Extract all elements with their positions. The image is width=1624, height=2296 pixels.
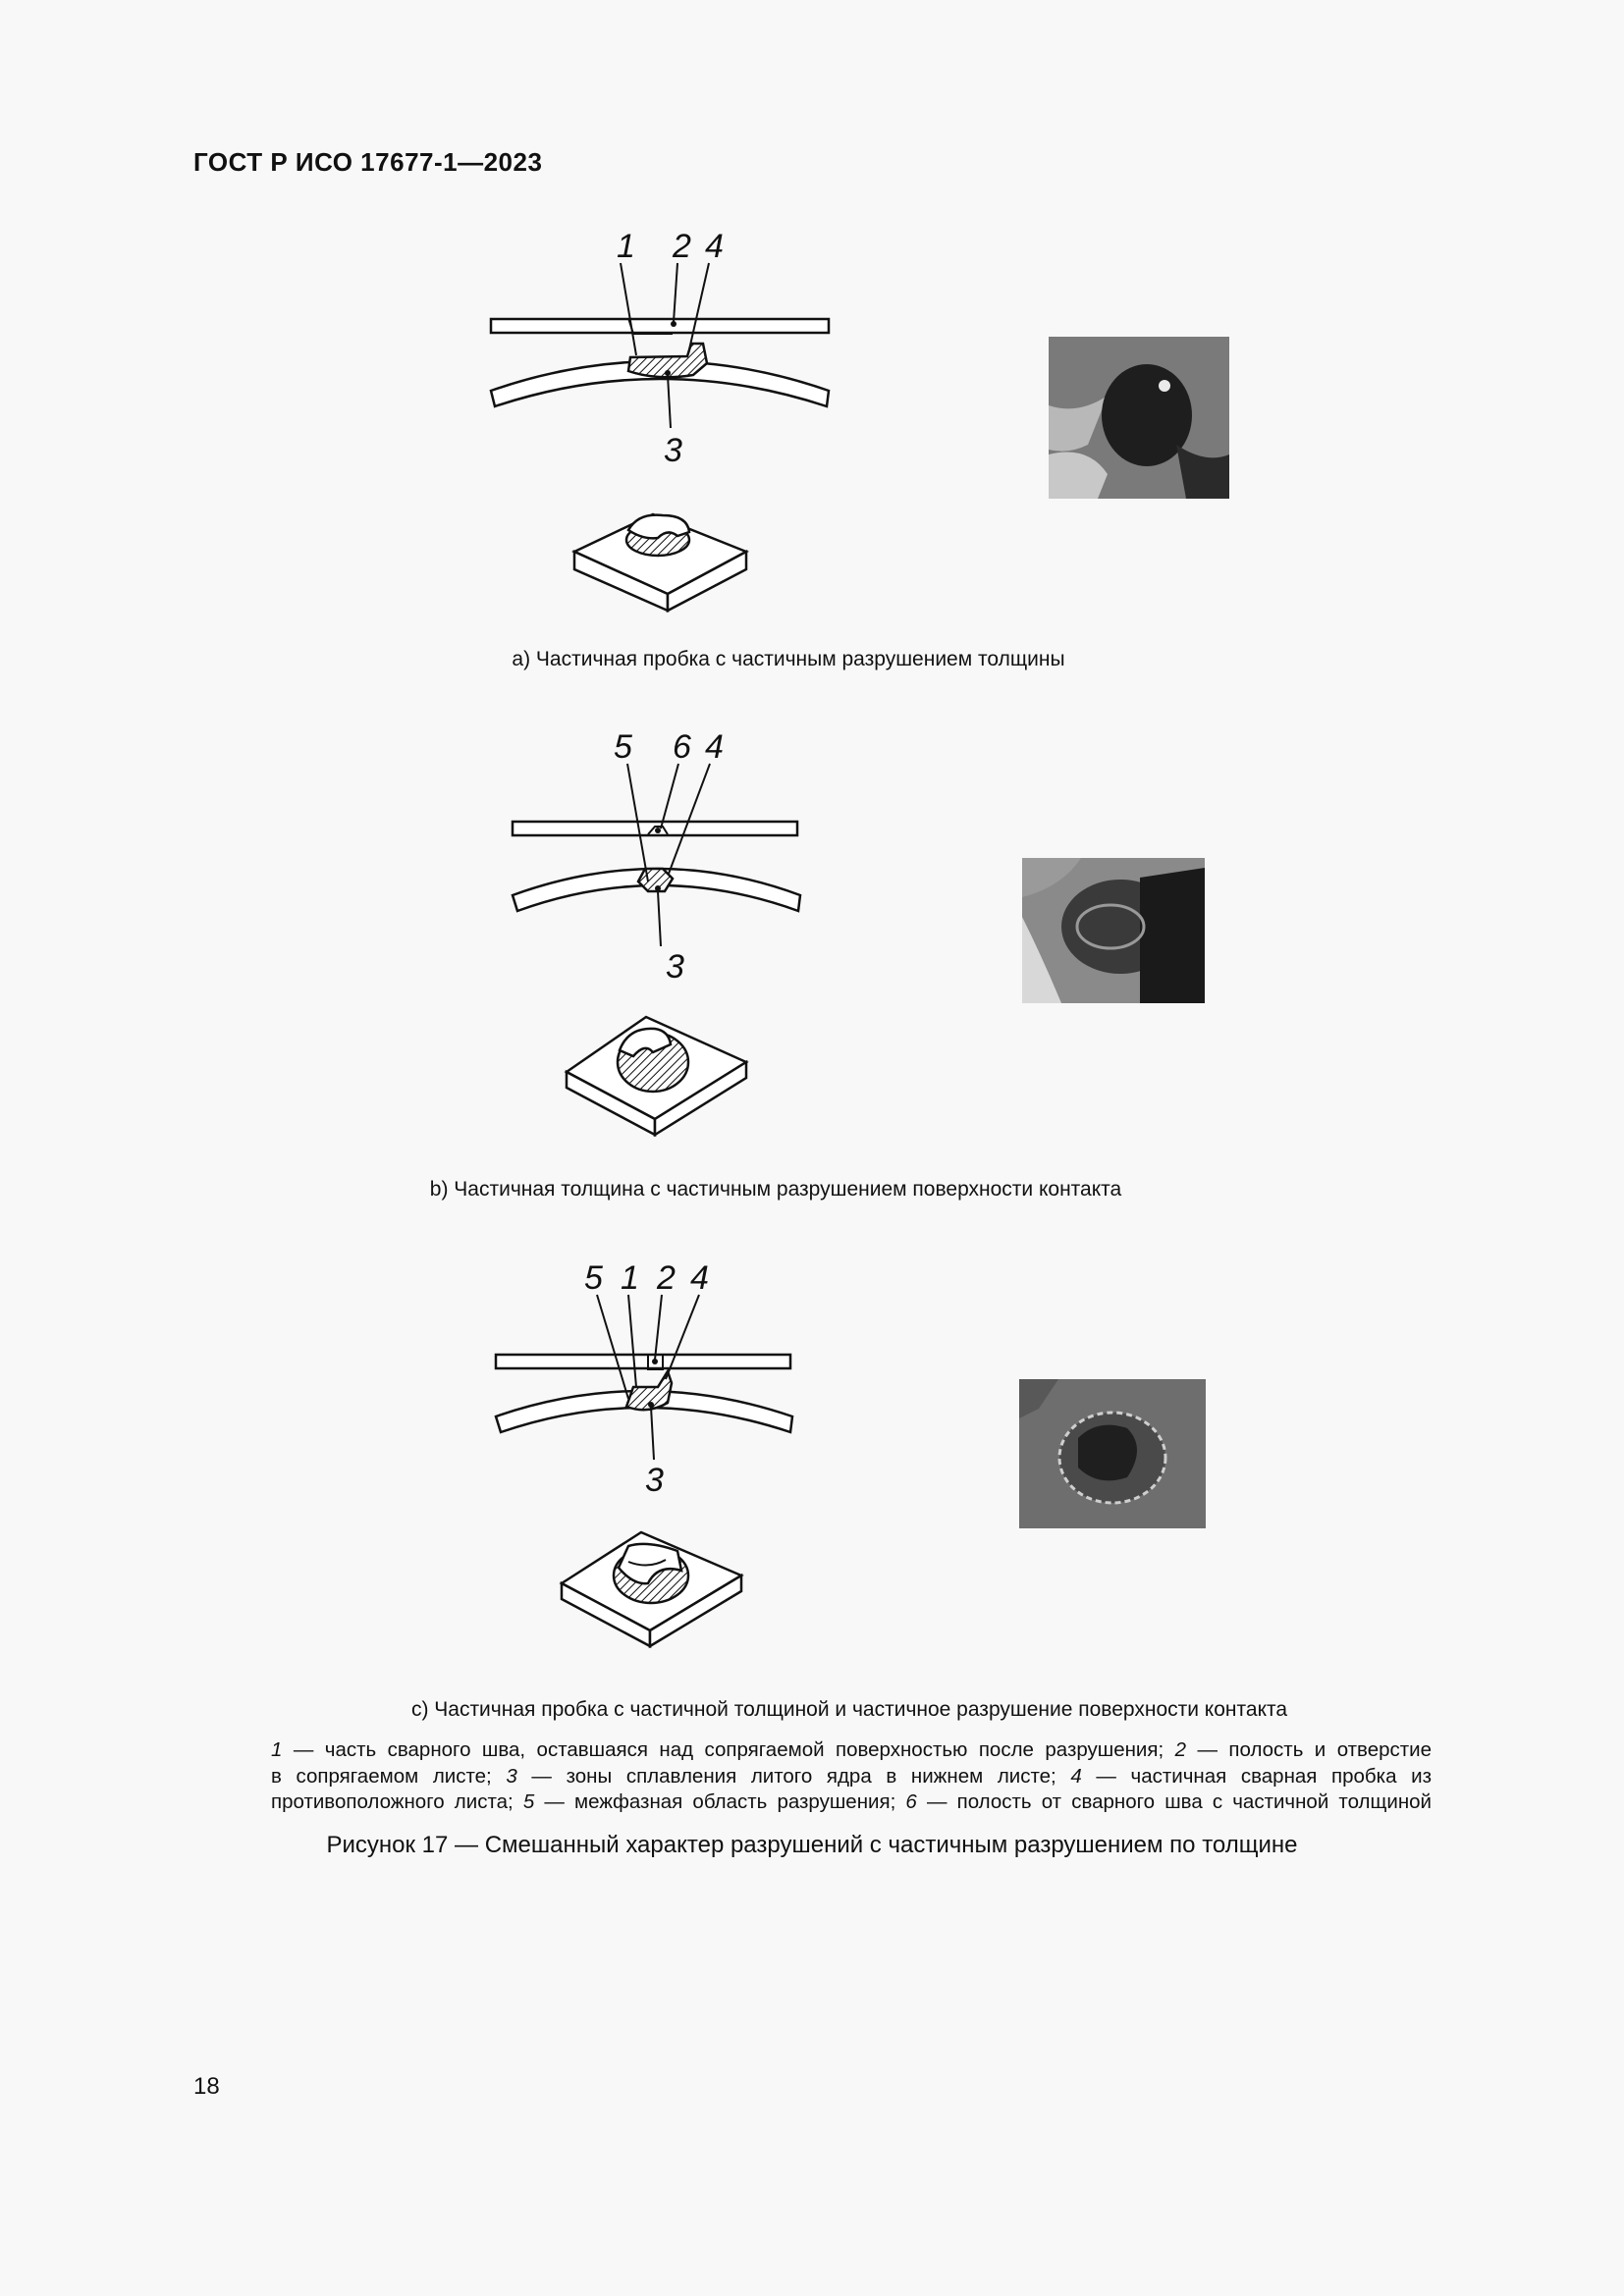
page-number: 18: [193, 2073, 220, 2100]
legend-line-3: противоположного листа; 5 — межфазная область разрушения; 6 — полость от сварного шва с частичной толщиной: [271, 1790, 1432, 1813]
label-5: 5: [614, 728, 632, 766]
label-6: 6: [673, 728, 691, 766]
top-sheet: [496, 1355, 790, 1368]
caption-c: c) Частичная пробка с частичной толщиной и частичное разрушение поверхности контакта: [410, 1698, 1288, 1721]
figure-a-photo: [1049, 337, 1229, 499]
document-header: ГОСТ Р ИСО 17677-1—2023: [193, 147, 543, 177]
label-4: 4: [690, 1259, 709, 1297]
top-sheet: [513, 822, 797, 835]
figure-a-diagram: [471, 216, 864, 618]
specimen-block: [574, 514, 746, 611]
label-3: 3: [645, 1462, 664, 1499]
label-1: 1: [617, 228, 635, 265]
figure-b-diagram: [496, 717, 830, 1139]
specimen-block: [562, 1532, 741, 1646]
legend: [271, 1737, 1432, 1816]
caption-b: b) Частичная толщина с частичным разрушением поверхности контакта: [429, 1178, 1122, 1201]
legend-line-1: 1 — часть сварного шва, оставшаяся над сопрягаемой поверхностью после разрушения; 2 — полость и отверстие: [271, 1738, 1432, 1761]
top-sheet: [491, 319, 829, 333]
label-3: 3: [666, 948, 684, 986]
specimen-block: [567, 1017, 746, 1135]
caption-a: a) Частичная пробка с частичным разрушением толщины: [512, 648, 1065, 670]
label-4: 4: [705, 228, 724, 265]
figure-c-photo: [1019, 1379, 1206, 1528]
label-3: 3: [664, 432, 682, 469]
label-1: 1: [621, 1259, 639, 1297]
label-5: 5: [584, 1259, 603, 1297]
figure-c-diagram: [491, 1252, 815, 1654]
label-4: 4: [705, 728, 724, 766]
label-2: 2: [673, 228, 691, 265]
label-2: 2: [657, 1259, 676, 1297]
figure-b-photo: [1022, 858, 1205, 1003]
legend-line-2: в сопрягаемом листе; 3 — зоны сплавления литого ядра в нижнем листе; 4 — частичная сварная пробка из: [271, 1764, 1432, 1788]
figure-title: Рисунок 17 — Смешанный характер разрушений с частичным разрушением по толщине: [326, 1832, 1298, 1858]
